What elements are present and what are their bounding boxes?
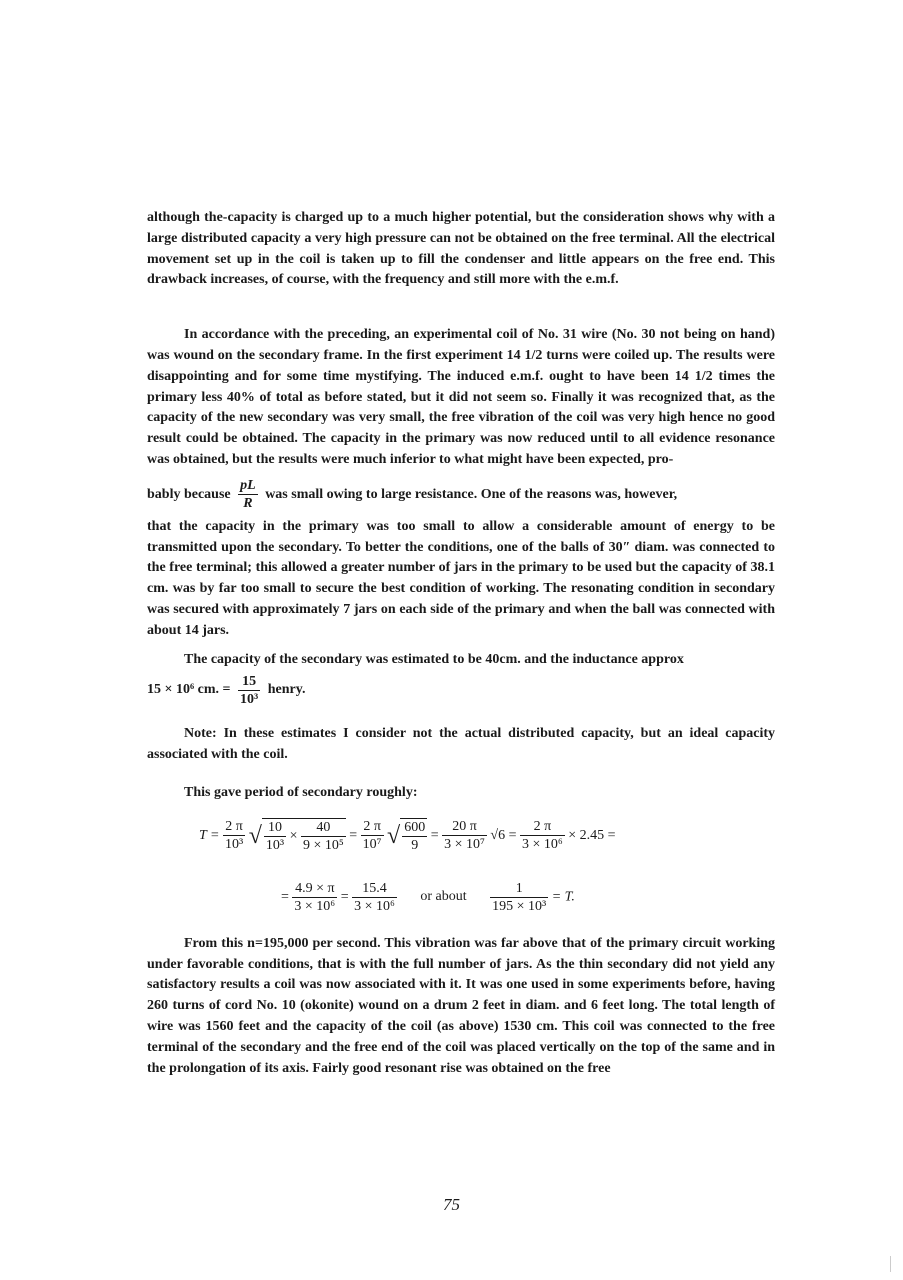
equation-line-2 <box>281 880 575 915</box>
equals-sign: = <box>349 827 358 843</box>
num: 40 <box>301 819 346 837</box>
multiply-tail: × 2.45 = <box>568 827 616 843</box>
note-text: In these estimates I consider not the actual distributed capacity, but an ideal capacity associated with the coil. <box>147 726 776 763</box>
paragraph-4: This gave period of secondary roughly: <box>184 784 418 800</box>
num: 1 <box>490 880 548 898</box>
sqrt-sign: √ <box>248 822 262 849</box>
equals-sign: = <box>508 827 517 843</box>
eq-frac-7 <box>520 818 565 853</box>
paragraph-5: From this n=195,000 per second. This vibration was far above that of the primary circuit working under favorable conditions, that is with the full number of jars. As the thin secondary did not yield any satisfactory results a coil was now associated with it. It was one used in some experiments before, having 260 turns of cord No. 10 (okonite) wound on a drum 2 feet in diam. and 6 feet long. The total length of wire was 1560 feet and the capacity of the coil (as above) 1530 cm. This coil was connected to the free terminal of the secondary and the free end of the coil was placed vertically on the top of the same and in the prolongation of its axis. Fairly good resonant rise was obtained on the free <box>147 935 775 1076</box>
fraction-pL-over-R <box>238 477 258 512</box>
den: 10³ <box>224 837 244 853</box>
eq-frac-3 <box>301 819 346 854</box>
page-number: 75 <box>443 1195 460 1214</box>
num: 4.9 × π <box>292 880 337 898</box>
sqrt-sign: √ <box>387 822 401 849</box>
eq-radical-1 <box>262 818 346 854</box>
sqrt-six: √6 <box>490 827 506 843</box>
equation-line-1 <box>199 818 616 854</box>
times-sign: × <box>289 828 298 844</box>
num: 2 π <box>223 818 245 836</box>
eq-frac-10 <box>490 880 548 915</box>
den: 10³ <box>265 837 285 853</box>
num: 10 <box>264 819 286 837</box>
or-about-text: or about <box>420 889 467 905</box>
eq-frac-9 <box>352 880 397 915</box>
paragraph-2-formula-line <box>147 475 775 515</box>
eq-radical-2 <box>400 818 427 854</box>
num: 2 π <box>361 818 384 836</box>
fraction-numerator: pL <box>240 478 256 494</box>
inductance-formula-line <box>147 670 775 710</box>
fraction-denominator: R <box>243 496 253 512</box>
den: 9 × 10⁵ <box>302 837 344 853</box>
equals-sign: = <box>340 889 349 905</box>
eq-frac-2 <box>264 819 286 854</box>
den: 195 × 10³ <box>492 898 547 914</box>
eq-T: T = <box>199 827 220 843</box>
note-paragraph <box>147 724 775 766</box>
den: 3 × 10⁶ <box>294 898 336 914</box>
paragraph-1: although the-capacity is charged up to a much higher potential, but the consideration shows why with a large distributed capacity a very high pressure can not be obtained on the free terminal. All the electrical movement set up in the coil is taken up to fill the condenser and little appears on the free end. This drawback increases, of course, with the frequency and still more with the e.m.f. <box>147 210 775 288</box>
equals-T: = T. <box>551 889 575 905</box>
note-label: Note: <box>184 726 217 742</box>
eq-frac-5 <box>402 819 427 854</box>
den: 3 × 10⁷ <box>444 837 485 853</box>
text-after-fraction: was small owing to large resistance. One of the reasons was, however, <box>265 486 678 502</box>
eq-frac-8 <box>292 880 337 915</box>
den: 9 <box>411 837 419 853</box>
page-body <box>147 208 775 1079</box>
text-before-fraction: bably because <box>147 486 231 502</box>
den: 3 × 10⁶ <box>354 898 395 914</box>
inductance-lhs: 15 × 10⁶ cm. = <box>147 682 231 698</box>
eq-frac-4 <box>361 818 384 853</box>
paragraph-3: The capacity of the secondary was estimated to be 40cm. and the inductance approx <box>184 651 684 667</box>
period-equation <box>147 812 775 930</box>
den: 3 × 10⁶ <box>522 837 563 853</box>
eq-frac-6 <box>442 818 487 853</box>
inductance-unit: henry. <box>267 682 306 698</box>
num: 15.4 <box>352 880 397 898</box>
den: 10⁷ <box>362 837 382 853</box>
eq-frac-1 <box>223 818 245 853</box>
scan-margin-mark <box>890 1256 891 1272</box>
fraction-denominator: 10³ <box>240 691 259 707</box>
fraction-15-over-10-3 <box>238 673 260 708</box>
paragraph-2-continued: that the capacity in the primary was too small to allow a considerable amount of energy to be transmitted upon the secondary. To better the conditions, one of the balls of 30″ diam. was connected to the free terminal; this allowed a greater number of jars in the primary to be used but the capacity of 38.1 cm. was by far too small to secure the best condition of working. The resonating condition in secondary was secured with approximately 7 jars on each side of the primary and when the ball was connected with about 14 jars. <box>147 518 775 638</box>
paragraph-2: In accordance with the preceding, an experimental coil of No. 31 wire (No. 30 not being on hand) was wound on the secondary frame. In the first experiment 14 1/2 turns were coiled up. The results were disappointing and for some time mystifying. The induced e.m.f. ought to have been 14 1/2 times the primary less 40% of total as before stated, but it did not seem so. Finally it was recognized that, as the capacity of the new secondary was very small, the free vibration of the coil was very high hence no good result could be obtained. The capacity in the primary was now reduced until to all evidence resonance was obtained, but the results were much inferior to what might have been expected, pro- <box>147 327 775 467</box>
num: 600 <box>404 819 426 835</box>
num: 20 π <box>442 818 487 836</box>
fraction-numerator: 15 <box>238 673 260 691</box>
equals-sign: = <box>281 889 289 905</box>
num: 2 π <box>520 818 565 836</box>
equals-sign: = <box>430 827 439 843</box>
